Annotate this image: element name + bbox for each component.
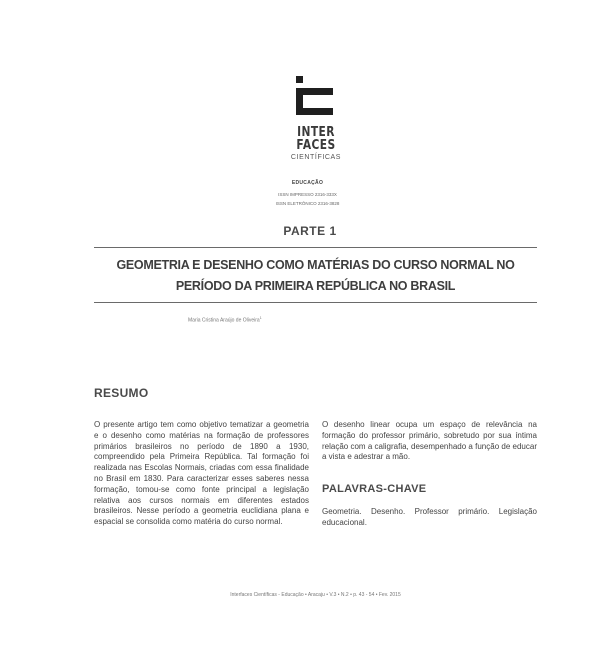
- part-label: PARTE 1: [283, 224, 337, 238]
- logo-word-cientificas: CIENTÍFICAS: [290, 154, 342, 161]
- journal-section: EDUCAÇÃO: [291, 180, 324, 186]
- keywords-text: Geometria. Desenho. Professor primário. Legislação educacional.: [322, 507, 537, 527]
- page-footer: Interfaces Científicas - Educação • Aracaju • V.3 • N.2 • p. 43 - 54 • Fev. 2015: [230, 592, 401, 598]
- logo-word-faces: FACES: [296, 138, 336, 153]
- resumo-heading: RESUMO: [94, 386, 149, 400]
- author-name: [188, 316, 262, 324]
- logo-bar-bottom: [296, 108, 333, 115]
- article-title-line2: PERÍODO DA PRIMEIRA REPÚBLICA NO BRASIL: [175, 279, 456, 293]
- article-title: [94, 255, 537, 297]
- title-rule-bottom: [94, 302, 537, 303]
- keywords-heading: PALAVRAS-CHAVE: [322, 483, 427, 495]
- article-title-line1: GEOMETRIA E DESENHO COMO MATÉRIAS DO CURSO NORMAL NO: [116, 258, 515, 272]
- resumo-column-left: O presente artigo tem como objetivo tematizar a geometria e o desenho como matérias na formação de professores primários brasileiros no período de 1890 a 1930, compreendido pela Primeira República. Tal formação foi realizada nas Escolas Normais, criadas com essa finalidade no Brasil em 1830. Para caracterizar esses saberes nessa formação, tomou-se como fonte principal a legislação relativa aos cursos normais em diferentes estados brasileiros. Nesse período a geometria euclidiana plana e espacial se consolida como matéria do curso normal.: [94, 420, 309, 527]
- journal-logo: [291, 74, 341, 172]
- logo-word-inter: INTER: [297, 125, 335, 140]
- author-footnote-mark: 1: [259, 316, 262, 320]
- resumo-column-right: O desenho linear ocupa um espaço de relevância na formação do professor primário, sobretudo por sua íntima relação com a caligrafia, desempenhado a função de educar a vista e adestrar a mão.: [322, 420, 537, 462]
- issn-electronic: ISSN ELETRÔNICO 2316-3828: [275, 201, 340, 206]
- logo-square-mark: [296, 76, 303, 83]
- issn-print: ISSN IMPRESSO 2316-333X: [278, 192, 337, 197]
- author-name-text: Maria Cristina Araújo de Oliveira: [188, 317, 260, 324]
- title-rule-top: [94, 247, 537, 248]
